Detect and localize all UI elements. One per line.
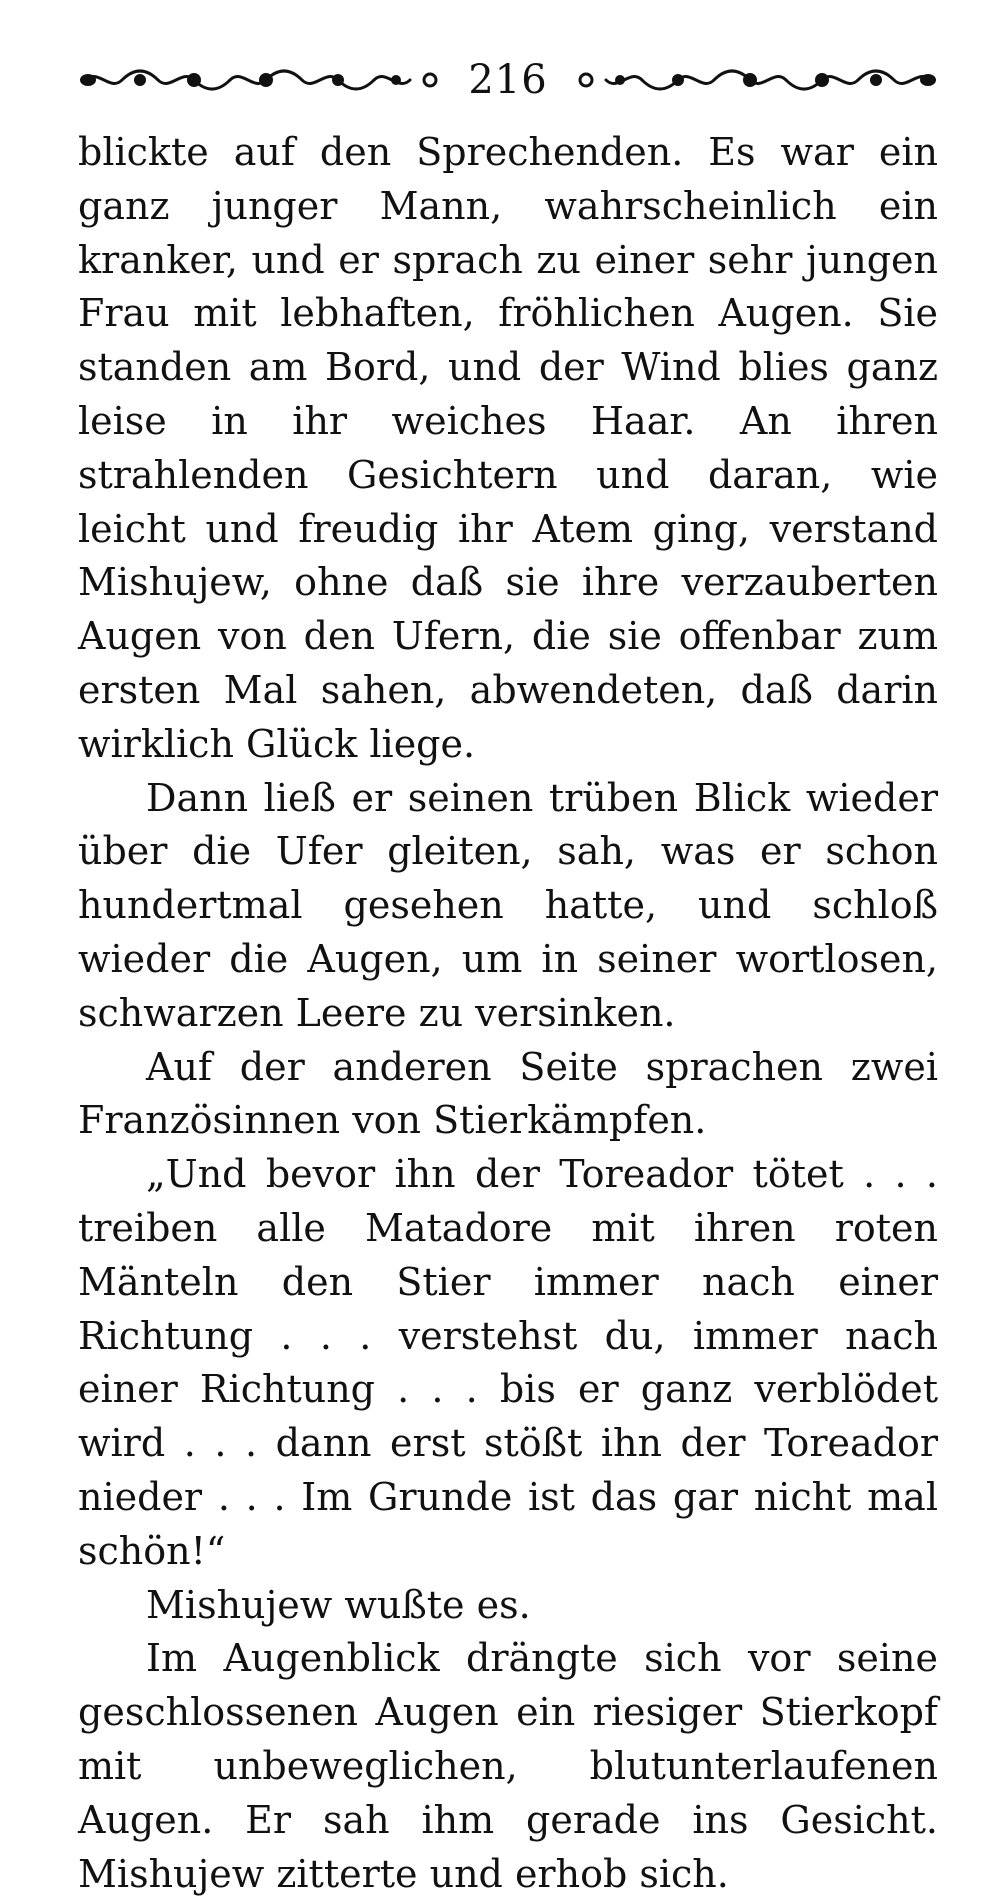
- paragraph: Mishujew wußte es.: [146, 1582, 531, 1627]
- body-text: [78, 126, 938, 1901]
- book-page: [78, 40, 938, 1901]
- right-ornament-icon: [568, 62, 938, 98]
- page-header: [78, 40, 938, 120]
- page-number: 216: [468, 57, 548, 103]
- paragraph: Dann ließ er seinen trüben Blick wieder über die Ufer gleiten, sah, was er schon hundertmal gesehen hatte, und schloß wieder die Augen, um in seiner wortlosen, schwarzen Leere zu versinken.: [78, 775, 938, 1035]
- paragraph: blickte auf den Sprechenden. Es war ein ganz junger Mann, wahrscheinlich ein kranker, und er sprach zu einer sehr jungen Frau mit lebhaften, fröhlichen Augen. Sie standen am Bord, und der Wind blies ganz leise in ihr weiches Haar. An ihren strahlenden Gesichtern und daran, wie leicht und freudig ihr Atem ging, verstand Mishujew, ohne daß sie ihre verzauberten Augen von den Ufern, die sie offenbar zum ersten Mal sahen, abwendeten, daß darin wirklich Glück liege.: [78, 130, 938, 766]
- paragraph: Im Augenblick drängte sich vor seine geschlossenen Augen ein riesiger Stierkopf mit unbeweglichen, blutunterlaufenen Augen. Er sah ihm gerade ins Gesicht. Mishujew zitterte und erhob sich.: [78, 1636, 938, 1896]
- left-ornament-icon: [78, 62, 448, 98]
- paragraph: „Und bevor ihn der Toreador tötet . . . treiben alle Matadore mit ihren roten Mänteln den Stier immer nach einer Richtung . . . verstehst du, immer nach einer Richtung . . . bis er ganz verblödet wird . . . dann erst stößt ihn der Toreador nieder . . . Im Grunde ist das gar nicht mal schön!“: [78, 1152, 938, 1573]
- paragraph: Auf der anderen Seite sprachen zwei Französinnen von Stierkämpfen.: [78, 1044, 938, 1143]
